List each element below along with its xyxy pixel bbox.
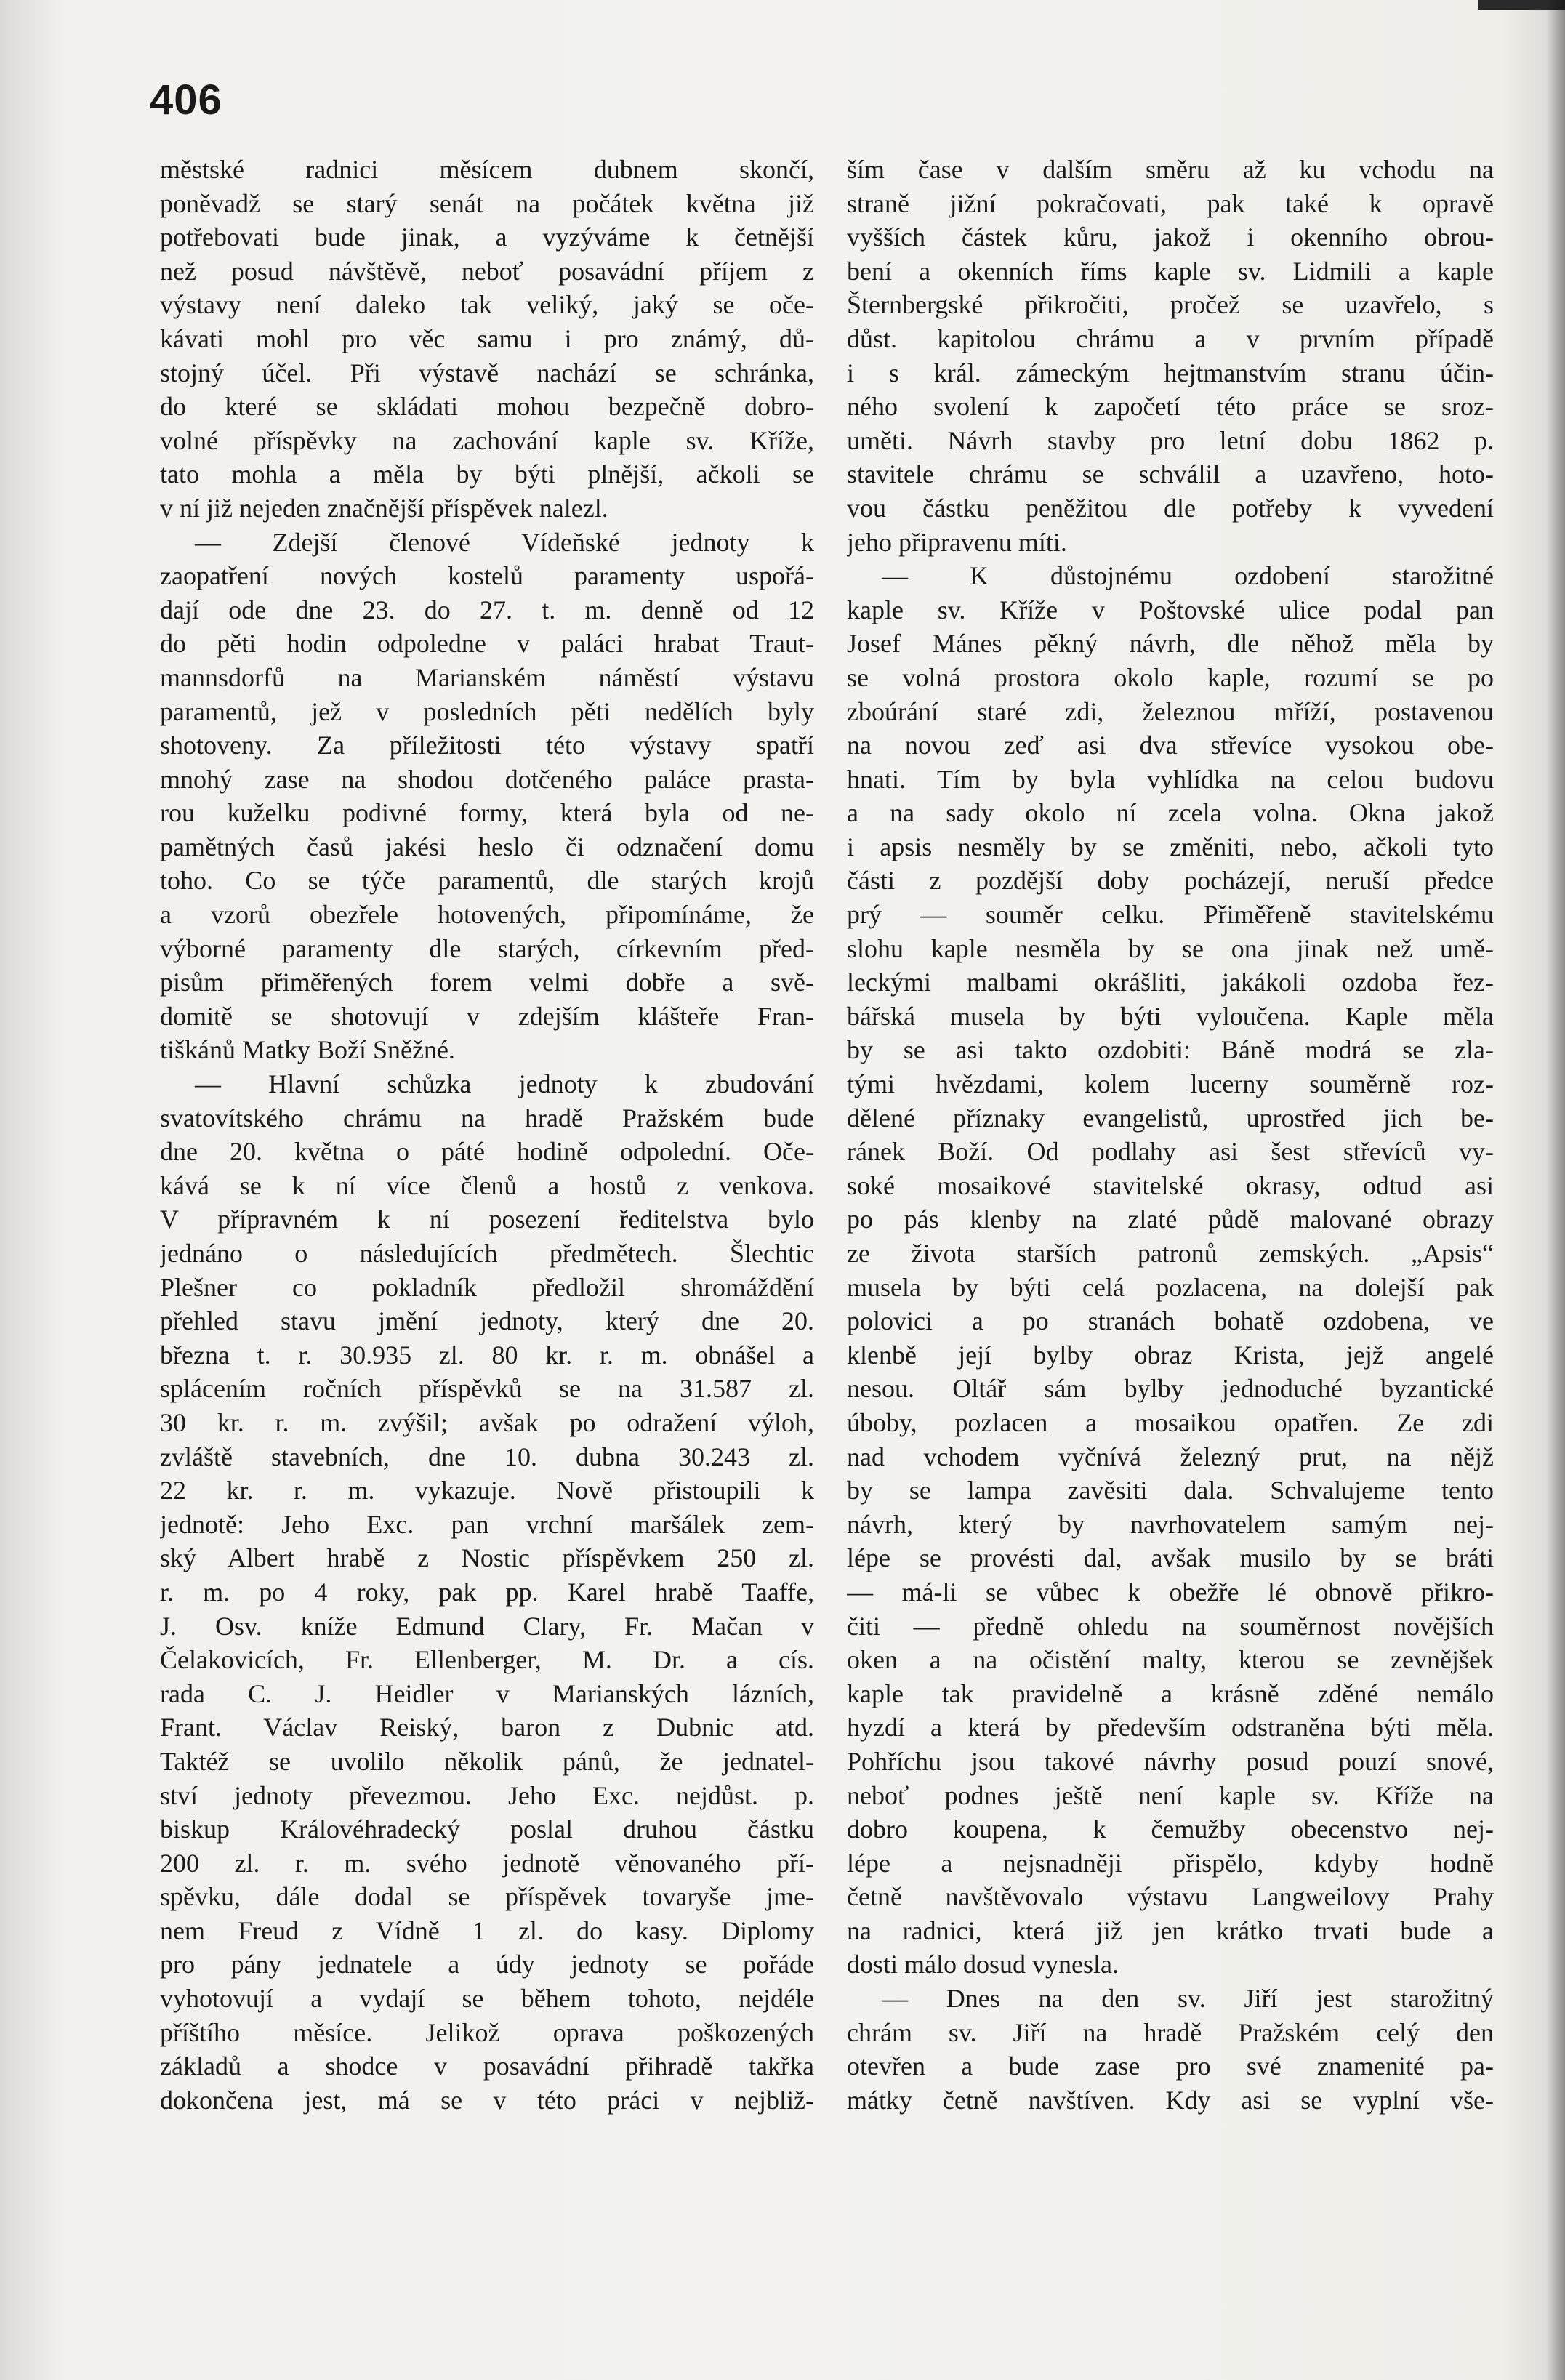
right-column-line: nad vchodem vyčnívá železný prut, na nějž: [847, 1442, 1494, 1471]
right-text-column: [847, 153, 1494, 2117]
right-column-line: polovici a po stranách bohatě ozdobena, ve: [847, 1306, 1494, 1336]
right-column-line: klenbě její bylby obraz Krista, jejž angelé: [847, 1340, 1494, 1370]
right-column-line: na novou zeď asi dva střevíce vysokou obe-: [847, 731, 1494, 760]
right-column-line: ším čase v dalším směru až ku vchodu na: [847, 155, 1494, 184]
left-column-line: pisům přiměřených forem velmi dobře a svě-: [160, 968, 814, 997]
left-column-line: v ní již nejeden značnější příspěvek nalezl.: [160, 493, 608, 523]
left-column-line: příštího měsíce. Jelikož oprava poškozených: [160, 2017, 814, 2047]
right-column-line: lépe se provésti dal, avšak musilo by se bráti: [847, 1543, 1494, 1573]
left-column-line: dne 20. května o páté hodině odpolední. Oče-: [160, 1137, 814, 1167]
right-column-line: kaple sv. Kříže v Poštovské ulice podal pan: [847, 595, 1494, 624]
left-text-column: [160, 153, 814, 2117]
left-column-line: paramentů, jež v posledních pěti nedělích byly: [160, 696, 814, 726]
right-column-line: na radnici, která již jen krátko trvati bude a: [847, 1915, 1494, 1945]
right-column-line: chrám sv. Jiří na hradě Pražském celý den: [847, 2017, 1494, 2047]
left-column-line: jednáno o následujících předmětech. Šlechtic: [160, 1239, 814, 1268]
left-column-line: volné příspěvky na zachování kaple sv. Kříže,: [160, 425, 814, 455]
right-column-line: dělené příznaky evangelistů, uprostřed jich be-: [847, 1103, 1494, 1133]
left-column-line: tato mohla a měla by býti plnější, ačkoli se: [160, 459, 814, 489]
right-column-line: Šternbergské přikročiti, pročež se uzavřelo, s: [847, 290, 1494, 320]
right-column-line: bení a okenních říms kaple sv. Lidmili a kaple: [847, 256, 1494, 286]
right-column-line: ného svolení k započetí této práce se sroz-: [847, 392, 1494, 422]
left-column-line: pamětných časů jakési heslo či odznačení domu: [160, 832, 814, 861]
right-column-line: tými hvězdami, kolem lucerny souměrně roz-: [847, 1069, 1494, 1099]
left-column-line: — Zdejší členové Vídeňské jednoty k: [195, 527, 814, 557]
left-column-line: než posud návštěvě, neboť posavádní příjem z: [160, 256, 814, 286]
right-column-line: musela by býti celá pozlacena, na dolejší pak: [847, 1272, 1494, 1302]
right-column-line: — K důstojnému ozdobení starožitné: [882, 561, 1494, 591]
left-column-line: ský Albert hrabě z Nostic příspěvkem 250 zl.: [160, 1543, 814, 1573]
left-column-line: pro pány jednatele a údy jednoty se pořáde: [160, 1950, 814, 1979]
right-column-line: úboby, pozlacen a mosaikou opatřen. Ze zdi: [847, 1407, 1494, 1437]
right-column-line: slohu kaple nesměla by se ona jinak než umě-: [847, 933, 1494, 963]
left-column-line: mannsdorfů na Marianském náměstí výstavu: [160, 662, 814, 692]
left-column-line: toho. Co se týče paramentů, dle starých krojů: [160, 866, 814, 896]
right-column-line: dobro koupena, k čemužby obecenstvo nej-: [847, 1814, 1494, 1844]
right-column-line: lépe a nejsnadněji přispělo, kdyby hodně: [847, 1848, 1494, 1878]
left-column-line: domitě se shotovují v zdejším klášteře Fran-: [160, 1001, 814, 1031]
left-column-line: městské radnici měsícem dubnem skončí,: [160, 155, 814, 184]
left-column-line: Taktéž se uvolilo několik pánů, že jednatel-: [160, 1746, 814, 1776]
left-column-line: 22 kr. r. m. vykazuje. Nově přistoupili k: [160, 1476, 814, 1505]
right-column-line: dosti málo dosud vynesla.: [847, 1950, 1119, 1979]
right-column-line: vyšších částek kůru, jakož i okenního obrou-: [847, 222, 1494, 252]
left-column-line: splácením ročních příspěvků se na 31.587 zl.: [160, 1374, 814, 1404]
left-column-line: stojný účel. Při výstavě nachází se schránka,: [160, 358, 814, 387]
left-column-line: základů a shodce v posavádní přihradě takřka: [160, 2051, 814, 2081]
right-column-line: by se asi takto ozdobiti: Báně modrá se zla-: [847, 1035, 1494, 1065]
left-column-line: Čelakovicích, Fr. Ellenberger, M. Dr. a cís.: [160, 1645, 814, 1675]
right-column-line: i s král. zámeckým hejtmanstvím stranu účin-: [847, 358, 1494, 387]
right-column-line: i apsis nesměly by se změniti, nebo, ačkoli tyto: [847, 832, 1494, 861]
right-column-line: hyzdí a která by především odstraněna býti měla.: [847, 1713, 1494, 1742]
left-column-line: — Hlavní schůzka jednoty k zbudování: [195, 1069, 814, 1099]
left-column-line: do pěti hodin odpoledne v paláci hrabat Traut-: [160, 629, 814, 659]
left-column-line: ství jednoty převezmou. Jeho Exc. nejdůst. p.: [160, 1780, 814, 1810]
left-column-line: zvláště stavebních, dne 10. dubna 30.243 zl.: [160, 1442, 814, 1471]
right-column-line: ze života starších patronů zemských. „Apsis“: [847, 1239, 1494, 1268]
right-column-line: ránek Boží. Od podlahy asi šest střevíců vy-: [847, 1137, 1494, 1167]
left-column-line: přehled stavu jmění jednoty, který dne 20.: [160, 1306, 814, 1336]
page-number: 406: [150, 76, 222, 124]
left-column-line: mnohý zase na shodou dotčeného paláce prasta-: [160, 764, 814, 794]
left-column-line: 30 kr. r. m. zvýšil; avšak po odražení výloh,: [160, 1407, 814, 1437]
left-column-line: biskup Královéhradecký poslal druhou částku: [160, 1814, 814, 1844]
right-column-line: mátky četně navštíven. Kdy asi se vyplní vše-: [847, 2085, 1494, 2115]
right-column-line: leckými malbami okrášliti, jakákoli ozdoba řez-: [847, 968, 1494, 997]
left-column-line: a vzorů obezřele hotovených, připomínáme, že: [160, 900, 814, 930]
left-column-line: zaopatření nových kostelů paramenty uspořá-: [160, 561, 814, 591]
right-column-line: kaple tak pravidelně a krásně zděné nemálo: [847, 1679, 1494, 1708]
left-column-line: rou kuželku podivné formy, která byla od ne-: [160, 798, 814, 828]
right-column-line: uměti. Návrh stavby pro letní dobu 1862 p.: [847, 425, 1494, 455]
right-column-line: četně navštěvovalo výstavu Langweilovy Prahy: [847, 1882, 1494, 1912]
right-column-line: soké mosaikové stavitelské okrasy, odtud asi: [847, 1170, 1494, 1200]
left-column-line: potřebovati bude jinak, a vyzýváme k četnější: [160, 222, 814, 252]
left-column-line: výstavy není daleko tak veliký, jaký se oče-: [160, 290, 814, 320]
left-column-line: kává se k ní více členů a hostů z venkova.: [160, 1170, 814, 1200]
right-column-line: a na sady okolo ní zcela volna. Okna jakož: [847, 798, 1494, 828]
left-column-line: března t. r. 30.935 zl. 80 kr. r. m. obnášel a: [160, 1340, 814, 1370]
left-column-line: vyhotovují a vydají se během tohoto, nejdéle: [160, 1984, 814, 2014]
left-column-line: rada C. J. Heidler v Marianských lázních,: [160, 1679, 814, 1708]
right-column-line: stavitele chrámu se schválil a uzavřeno, hoto-: [847, 459, 1494, 489]
right-column-line: části z pozdější doby pocházejí, neruší předce: [847, 866, 1494, 896]
left-column-line: tiškánů Matky Boží Sněžné.: [160, 1035, 455, 1065]
left-column-line: spěvku, dále dodal se příspěvek tovaryše jme-: [160, 1882, 814, 1912]
left-column-line: dají ode dne 23. do 27. t. m. denně od 12: [160, 595, 814, 624]
left-column-line: výborné paramenty dle starých, církevním před-: [160, 933, 814, 963]
right-column-line: důst. kapitolou chrámu a v prvním případě: [847, 323, 1494, 353]
right-column-line: nesou. Oltář sám bylby jednoduché byzantické: [847, 1374, 1494, 1404]
right-column-line: jeho připravenu míti.: [847, 527, 1067, 557]
left-column-line: jednotě: Jeho Exc. pan vrchní maršálek zem-: [160, 1509, 814, 1539]
left-column-line: do které se skládati mohou bezpečně dobro-: [160, 392, 814, 422]
left-column-line: poněvadž se starý senát na počátek května již: [160, 188, 814, 218]
right-column-line: se volná prostora okolo kaple, rozumí se po: [847, 662, 1494, 692]
left-column-line: nem Freud z Vídně 1 zl. do kasy. Diplomy: [160, 1915, 814, 1945]
right-column-line: vou částku peněžitou dle potřeby k vyvedení: [847, 493, 1494, 523]
right-column-line: — Dnes na den sv. Jiří jest starožitný: [882, 1984, 1494, 2014]
left-column-line: 200 zl. r. m. svého jednotě věnovaného pří-: [160, 1848, 814, 1878]
left-column-line: shotoveny. Za příležitosti této výstavy spatří: [160, 731, 814, 760]
right-column-line: — má-li se vůbec k obežře lé obnově přikro-: [847, 1577, 1494, 1607]
right-column-line: otevřen a bude zase pro své znamenité pa-: [847, 2051, 1494, 2081]
left-column-line: kávati mohl pro věc samu i pro známý, dů-: [160, 323, 814, 353]
right-column-line: návrh, který by navrhovatelem samým nej-: [847, 1509, 1494, 1539]
right-column-line: straně jižní pokračovati, pak také k opravě: [847, 188, 1494, 218]
left-column-line: dokončena jest, má se v této práci v nejbliž-: [160, 2085, 814, 2115]
left-column-line: Frant. Václav Reiský, baron z Dubnic atd.: [160, 1713, 814, 1742]
left-column-line: Plešner co pokladník předložil shromáždění: [160, 1272, 814, 1302]
left-column-line: svatovítského chrámu na hradě Pražském bude: [160, 1103, 814, 1133]
right-column-line: Pohříchu jsou takové návrhy posud pouzí snové,: [847, 1746, 1494, 1776]
right-column-line: hnati. Tím by byla vyhlídka na celou budovu: [847, 764, 1494, 794]
left-column-line: V přípravném k ní posezení ředitelstva bylo: [160, 1205, 814, 1234]
left-column-line: r. m. po 4 roky, pak pp. Karel hrabě Taaffe,: [160, 1577, 814, 1607]
right-column-line: čiti — předně ohledu na souměrnost novějších: [847, 1611, 1494, 1641]
right-column-line: zboúrání staré zdi, železnou mříží, postavenou: [847, 696, 1494, 726]
right-column-line: bářská musela by býti vyloučena. Kaple měla: [847, 1001, 1494, 1031]
right-column-line: po pás klenby na zlaté půdě malované obrazy: [847, 1205, 1494, 1234]
page-edge-shadow: [1546, 0, 1565, 2380]
right-column-line: oken a na očistění malty, kterou se zevnějšek: [847, 1645, 1494, 1675]
right-column-line: neboť podnes ještě není kaple sv. Kříže na: [847, 1780, 1494, 1810]
right-column-line: Josef Mánes pěkný návrh, dle něhož měla by: [847, 629, 1494, 659]
right-column-line: by se lampa zavěsiti dala. Schvalujeme tento: [847, 1476, 1494, 1505]
left-column-line: J. Osv. kníže Edmund Clary, Fr. Mačan v: [160, 1611, 814, 1641]
right-column-line: prý — souměr celku. Přiměřeně stavitelskému: [847, 900, 1494, 930]
